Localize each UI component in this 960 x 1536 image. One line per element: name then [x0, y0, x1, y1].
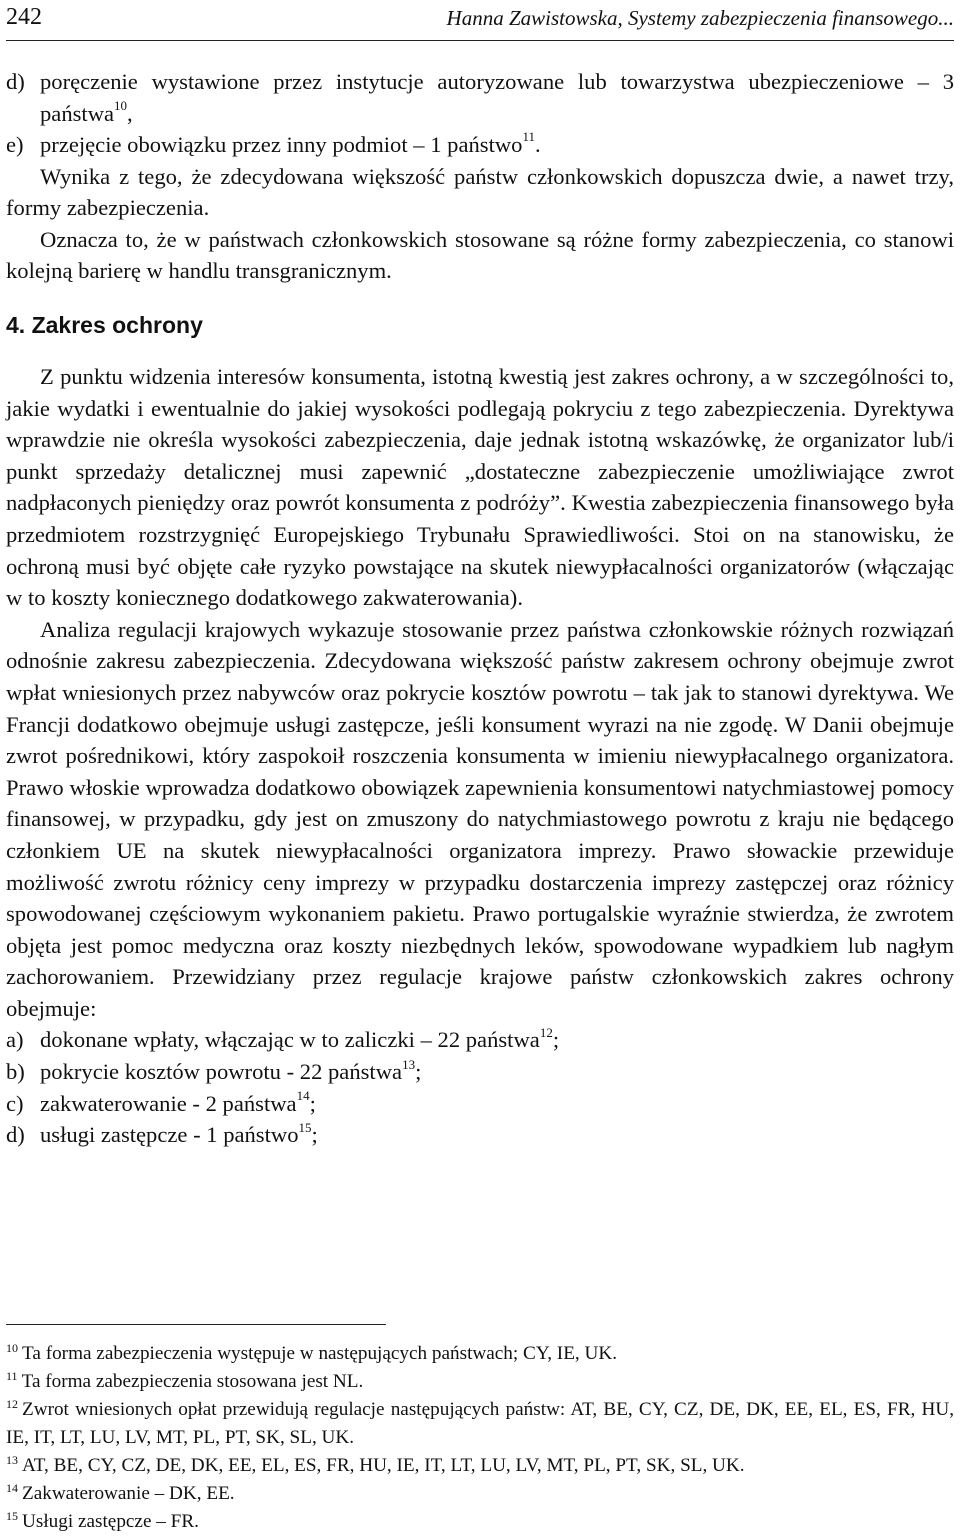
footnote-11: [6, 1368, 954, 1396]
page-number: 242: [6, 4, 42, 30]
list-item-e: [6, 129, 954, 161]
footnote-number: 14: [6, 1480, 18, 1495]
list-text: [40, 1088, 954, 1120]
paragraph: Z punktu widzenia interesów konsumenta, istotną kwestią jest zakres ochrony, a w szczególności to, jakie wydatki i ewentualnie do jakiej wysokości podlegają pokryciu z tego zabezpieczenia. Dyrektywa wprawdzie nie określa wysokości zabezpieczenia, daje jednak istotną wskazówkę, że organizator lub/i punkt sprzedaży detalicznej musi zapewnić „dostateczne zabezpieczenie umożliwiające zwrot nadpłaconych pieniędzy oraz powrót konsumenta z podróży”. Kwestia zabezpieczenia finansowego była przedmiotem rozstrzygnięć Europejskiego Trybunału Sprawiedliwości. Stoi on na stanowisku, że ochroną musi być objęte całe ryzyko powstające na skutek niewypłacalności organizatorów (włączając w to koszty koniecznego dodatkowego zakwaterowania).: [6, 364, 954, 611]
footnote-ref[interactable]: 14: [296, 1088, 310, 1104]
list-item-text: usługi zastępcze - 1 państwo: [40, 1122, 299, 1148]
footnote-13: [6, 1452, 954, 1480]
footnote-ref[interactable]: 15: [298, 1119, 312, 1135]
footnote-ref[interactable]: 13: [402, 1056, 416, 1072]
footnote-10: [6, 1340, 954, 1368]
footnote-text: Zwrot wniesionych opłat przewidują regulacje następujących państw: AT, BE, CY, CZ, DE, DK, EE, EL, ES, FR, HU, IE, IT, LT, LU, LV, MT, PL, PT, SK, SL, UK.: [6, 1399, 954, 1448]
list-item-text: poręczenie wystawione przez instytucje autoryzowane lub towarzystwa ubezpieczeniowe – 3 państwa: [40, 69, 954, 126]
footnote-ref[interactable]: 11: [522, 129, 536, 145]
running-header: [6, 2, 954, 41]
list-label: d): [6, 69, 25, 94]
intro-block: [6, 66, 954, 287]
header-title: Hanna Zawistowska, Systemy zabezpieczenia finansowego...: [446, 6, 954, 30]
list-item-suffix: ;: [415, 1059, 422, 1085]
list-item-text: dokonane wpłaty, włączając w to zaliczki – 22 państwa: [40, 1027, 540, 1053]
list-text: [40, 1119, 954, 1151]
list-text: [40, 1024, 954, 1056]
list-label: d): [6, 1122, 25, 1148]
footnote-text: Zakwaterowanie – DK, EE.: [22, 1483, 235, 1504]
footnote-ref[interactable]: 12: [539, 1024, 553, 1040]
list-label: b): [6, 1059, 25, 1085]
list-item-b: [6, 1056, 954, 1088]
footnotes: [6, 1340, 954, 1536]
footnote-12: [6, 1396, 954, 1452]
list-text: [40, 66, 954, 129]
section-heading: 4. Zakres ochrony: [6, 312, 203, 338]
footnote-number: 10: [6, 1340, 18, 1355]
footnote-text: AT, BE, CY, CZ, DE, DK, EE, EL, ES, FR, HU, IE, IT, LT, LU, LV, MT, PL, PT, SK, SL, UK.: [22, 1455, 745, 1476]
list-item-d2: [6, 1119, 954, 1151]
paragraph: Wynika z tego, że zdecydowana większość państw członkowskich dopuszcza dwie, a nawet trzy, formy zabezpieczenia.: [6, 163, 954, 220]
list-label: a): [6, 1027, 24, 1053]
footnote-text: Ta forma zabezpieczenia stosowana jest NL.: [21, 1371, 364, 1392]
list-item-text: zakwaterowanie - 2 państwa: [40, 1090, 297, 1116]
list-item-d: [6, 66, 954, 129]
footnote-number: 12: [6, 1396, 18, 1411]
footnote-text: Usługi zastępcze – FR.: [22, 1511, 199, 1532]
footnote-ref[interactable]: 10: [114, 97, 128, 113]
list-item-a: [6, 1024, 954, 1056]
list-item-suffix: ;: [309, 1090, 316, 1116]
footnote-15: [6, 1508, 954, 1536]
footnote-text: Ta forma zabezpieczenia występuje w następujących państwach; CY, IE, UK.: [22, 1343, 618, 1364]
list-item-suffix: ;: [311, 1122, 318, 1148]
list-text: [40, 1056, 954, 1088]
footnote-divider: [6, 1324, 386, 1325]
section-body: [6, 361, 954, 1151]
list-item-text: pokrycie kosztów powrotu - 22 państwa: [40, 1059, 403, 1085]
paragraph: Analiza regulacji krajowych wykazuje stosowanie przez państwa członkowskie różnych rozwiązań odnośnie zakresu zabezpieczenia. Zdecydowana większość państw zakresem ochrony obejmuje zwrot wpłat wniesionych przez nabywców oraz pokrycie kosztów powrotu – tak jak to stanowi dyrektywa. We Francji dodatkowo obejmuje usługi zastępcze, jeśli konsument wyrazi na nie zgodę. W Danii obejmuje zwrot pośrednikowi, który zaspokoił roszczenia konsumenta w imieniu niewypłacalnego organizatora. Prawo włoskie wprowadza dodatkowo obowiązek zapewnienia konsumentowi natychmiastowej pomocy finansowej, w przypadku, gdy jest on zmuszony do natychmiastowego powrotu z kraju nie będącego członkiem UE na skutek niewypłacalności organizatora imprezy. Prawo słowackie przewiduje możliwość zwrotu różnicy ceny imprezy w przypadku dostarczenia imprezy zastępczej oraz różnicy spowodowanej częściowym wykonaniem pakietu. Prawo portugalskie wyraźnie stwierdza, że zwrotem objęta jest pomoc medyczna oraz koszty niezbędnych leków, spowodowane wypadkiem lub nagłym zachorowaniem. Przewidziany przez regulacje krajowe państw członkowskich zakres ochrony obejmuje:: [6, 616, 954, 1021]
list-item-suffix: ,: [127, 100, 133, 126]
footnote-number: 13: [6, 1452, 18, 1467]
list-label: c): [6, 1090, 24, 1116]
list-item-suffix: ;: [552, 1027, 560, 1053]
list-item-suffix: .: [535, 132, 541, 157]
list-item-c: [6, 1088, 954, 1120]
list-text: [40, 129, 954, 161]
footnote-number: 15: [6, 1508, 18, 1523]
list-label: e): [6, 132, 24, 157]
footnote-14: [6, 1480, 954, 1508]
list-item-text: przejęcie obowiązku przez inny podmiot – 1 państwo: [40, 132, 523, 157]
footnote-number: 11: [6, 1368, 18, 1383]
paragraph: Oznacza to, że w państwach członkowskich stosowane są różne formy zabezpieczenia, co stanowi kolejną barierę w handlu transgranicznym.: [6, 226, 954, 283]
